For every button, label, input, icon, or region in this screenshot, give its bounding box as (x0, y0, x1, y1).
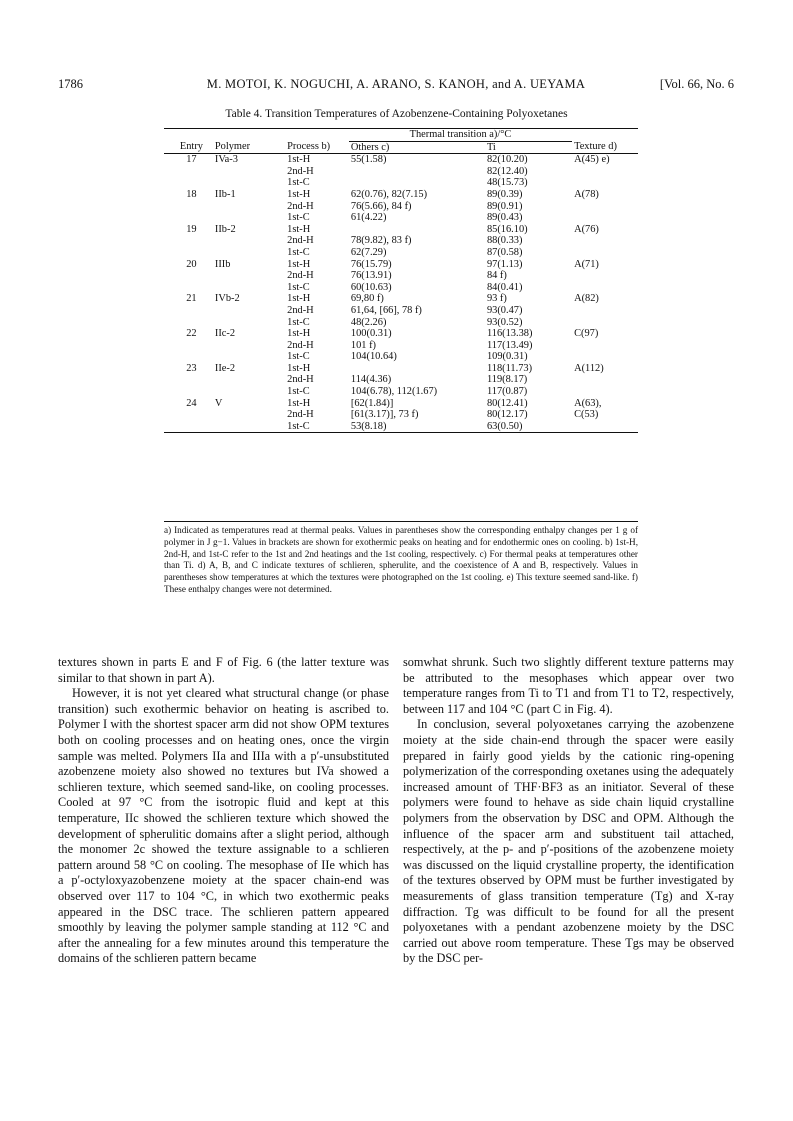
cell-texture (572, 305, 638, 317)
cell-entry: 18 (186, 188, 197, 200)
cell-process: 1st-H (287, 362, 311, 374)
cell-ti: 87(0.58) (486, 246, 523, 258)
cell-ti: 119(8.17) (486, 374, 528, 386)
table-row (164, 235, 638, 247)
cell-polymer (213, 421, 285, 433)
col-header-others: Others c) (350, 141, 390, 153)
cell-others: [62(1.84)] (350, 397, 394, 409)
cell-polymer: IIb-2 (214, 223, 236, 235)
cell-process: 2nd-H (287, 339, 314, 351)
cell-polymer (213, 247, 285, 259)
cell-entry: 17 (186, 154, 197, 166)
cell-texture (572, 282, 638, 294)
cell-process: 1st-C (287, 316, 310, 328)
cell-texture (572, 374, 638, 386)
cell-process: 1st-C (287, 386, 310, 398)
cell-texture (572, 177, 638, 189)
table-row (164, 421, 638, 433)
cell-polymer: V (214, 397, 223, 409)
paragraph: However, it is not yet cleared what structural change (or phase transition) such exothermic behavior on heating is ascribed to. Polymer I with the shortest spacer arm did not show OPM textures both on cooling processes and on heating ones, once the virgin sample was melted. Polymers IIa and IIIa with a p′-unsubstituted azobenzene moiety also showed no textures but IVa showed a schlieren texture, which seemed sand-like, on cooling processes. Cooled at 97 °C from the isotropic fluid and kept at this temperature, IIc showed the schlieren texture which showed the development of spherulitic domains after a slight period, although the monomer 2c showed the texture assignable to a schlieren pattern around 58 °C on cooling. The mesophase of IIe which has a p′-octyloxyazobenzene moiety at the spacer chain-end was observed over 117 to 104 °C, in which two exothermic peaks appeared in the DSC trace. The schlieren pattern appeared smoothly by leaving the polymer sample standing at 112 °C and after the annealing for a few minutes around this temperature the domains of the schlieren pattern became (58, 686, 389, 966)
cell-texture: C(53) (574, 409, 599, 421)
cell-texture: A(76) (574, 223, 599, 235)
cell-texture: C(97) (574, 328, 599, 340)
col-header-ti: Ti (486, 141, 496, 153)
cell-texture (572, 386, 638, 398)
cell-polymer (213, 386, 285, 398)
footnote-rule (164, 521, 638, 522)
footnote-text: a) Indicated as temperatures read at thermal peaks. Values in parentheses show the corresponding enthalpy changes per 1 g of polymer in J g−1. Values in brackets are shown for exothermic peaks on heating and for endothermic ones on cooling. b) 1st-H, 2nd-H, and 1st-C refer to the 1st and 2nd heatings and the 1st cooling, respectively. c) For thermal peaks at temperatures other than Ti. d) A, B, and C indicate textures of schlieren, spherulite, and the coexistence of A and B, respectively. Values in parentheses show temperatures at which the textures were photographed on the 1st cooling. e) This texture seemed sand-like. f) These enthalpy changes were not determined. (164, 525, 638, 594)
body-column-left (58, 655, 389, 967)
cell-entry (164, 270, 213, 282)
col-header-process: Process b) (287, 141, 331, 153)
cell-polymer (213, 201, 285, 213)
cell-polymer (213, 351, 285, 363)
cell-texture (572, 270, 638, 282)
cell-others (349, 166, 485, 178)
cell-process: 2nd-H (287, 304, 314, 316)
table-row (164, 374, 638, 386)
cell-others: [61(3.17)], 73 f) (350, 409, 419, 421)
cell-entry (164, 166, 213, 178)
table-row (164, 340, 638, 352)
cell-others: 69,80 f) (350, 293, 384, 305)
cell-ti: 89(0.39) (486, 188, 523, 200)
running-header (58, 77, 734, 95)
cell-entry: 19 (186, 223, 197, 235)
cell-polymer (213, 340, 285, 352)
cell-texture (572, 247, 638, 259)
table-row (164, 386, 638, 398)
cell-texture (572, 351, 638, 363)
cell-others: 55(1.58) (350, 154, 387, 166)
cell-process: 2nd-H (287, 270, 314, 282)
cell-entry (164, 409, 213, 421)
cell-texture: A(71) (574, 258, 599, 270)
table-row (164, 166, 638, 178)
cell-polymer (213, 282, 285, 294)
cell-entry (164, 305, 213, 317)
cell-texture: A(82) (574, 293, 599, 305)
cell-entry (164, 177, 213, 189)
cell-texture: A(112) (574, 362, 604, 374)
cell-entry (164, 351, 213, 363)
cell-process: 1st-H (287, 397, 311, 409)
cell-others: 61(4.22) (350, 212, 387, 224)
cell-others: 76(15.79) (350, 258, 392, 270)
cell-ti: 85(16.10) (486, 223, 528, 235)
cell-others: 61,64, [66], 78 f) (350, 304, 422, 316)
cell-entry (164, 374, 213, 386)
cell-ti: 63(0.50) (486, 420, 523, 432)
table-row (164, 398, 638, 410)
paragraph: somwhat shrunk. Such two slightly different texture patterns may be attributed to the mesophases which appear over two temperature ranges from Ti to T1 and from T1 to T2, respectively, between 117 and 104 °C (part C in Fig. 4). (403, 655, 734, 716)
table-row (164, 363, 638, 375)
table-row (164, 328, 638, 340)
cell-polymer (213, 305, 285, 317)
cell-entry (164, 282, 213, 294)
cell-polymer (213, 409, 285, 421)
cell-ti: 80(12.17) (486, 409, 528, 421)
table-row (164, 270, 638, 282)
table-row (164, 189, 638, 201)
cell-entry (164, 386, 213, 398)
body-column-right (403, 655, 734, 967)
paragraph: In conclusion, several polyoxetanes carrying the azobenzene moiety at the side chain-end through the spacer were easily prepared in fairly good yields by the cationic ring-opening polymerization of the corresponding oxetanes using the adequately increased amount of THF·BF3 as an initiator. Several of these polymers were found to hehave as side chain liquid crystalline polymers from the observation by DSC and OPM. Although the influence of the spacer arm and substituent tail attached, respectively, at the p- and p′-positions of the azobenzene moiety was discussed on the liquid crystalline property, the identification of the textures observed by OPM must be further investigated by measurements of glass transition temperature (Tg) and X-ray diffraction. Tg was difficult to be found for all the present polyoxetanes with a pendant azobenzene moiety by the DSC carried out above room temperature. These Tgs may be observed by the DSC per- (403, 717, 734, 966)
table-caption: Table 4. Transition Temperatures of Azobenzene-Containing Polyoxetanes (225, 108, 568, 120)
cell-ti: 84(0.41) (486, 281, 523, 293)
cell-others: 104(6.78), 112(1.67) (350, 386, 438, 398)
col-header-entry: Entry (179, 141, 203, 153)
cell-polymer (213, 177, 285, 189)
cell-ti: 117(13.49) (486, 339, 533, 351)
cell-polymer (213, 212, 285, 224)
cell-polymer: IIb-1 (214, 188, 236, 200)
cell-process: 1st-H (287, 188, 311, 200)
author-line: M. MOTOI, K. NOGUCHI, A. ARANO, S. KANOH, and A. UEYAMA (206, 77, 586, 91)
cell-entry: 24 (186, 397, 197, 409)
cell-process: 1st-C (287, 281, 310, 293)
cell-others: 114(4.36) (350, 374, 392, 386)
cell-entry (164, 421, 213, 433)
cell-ti: 97(1.13) (486, 258, 523, 270)
cell-polymer: IVb-2 (214, 293, 240, 305)
page-number: 1786 (58, 77, 83, 91)
cell-others: 53(8.18) (350, 420, 387, 432)
cell-polymer: IIc-2 (214, 328, 236, 340)
transition-temperature-table (164, 128, 638, 433)
cell-polymer: IVa-3 (214, 154, 238, 166)
cell-ti: 93 f) (486, 293, 507, 305)
table-row (164, 154, 638, 166)
cell-entry (164, 212, 213, 224)
cell-polymer (213, 317, 285, 329)
col-header-polymer: Polymer (214, 141, 251, 153)
table-row (164, 282, 638, 294)
table-row (164, 317, 638, 329)
table-row (164, 351, 638, 363)
cell-others: 76(13.91) (350, 270, 392, 282)
cell-ti: 117(0.87) (486, 386, 528, 398)
cell-texture (572, 166, 638, 178)
table-row (164, 224, 638, 236)
cell-process: 1st-C (287, 351, 310, 363)
cell-entry: 21 (186, 293, 197, 305)
cell-texture (572, 212, 638, 224)
cell-ti: 93(0.47) (486, 304, 523, 316)
cell-ti: 88(0.33) (486, 235, 523, 247)
cell-entry (164, 247, 213, 259)
cell-polymer (213, 166, 285, 178)
cell-others (349, 224, 485, 236)
table-row (164, 201, 638, 213)
table-row (164, 177, 638, 189)
cell-others: 100(0.31) (350, 328, 392, 340)
cell-others: 78(9.82), 83 f) (350, 235, 412, 247)
table-row (164, 259, 638, 271)
cell-ti: 118(11.73) (486, 362, 533, 374)
cell-entry: 23 (186, 362, 197, 374)
cell-ti: 82(10.20) (486, 154, 528, 166)
cell-others: 60(10.63) (350, 281, 392, 293)
table-row (164, 212, 638, 224)
cell-process: 2nd-H (287, 200, 314, 212)
cell-ti: 82(12.40) (486, 165, 528, 177)
cell-others: 101 f) (350, 339, 377, 351)
thermal-transition-header: Thermal transition a)/°C (349, 129, 572, 142)
cell-entry: 20 (186, 258, 197, 270)
cell-ti: 93(0.52) (486, 316, 523, 328)
cell-ti: 89(0.43) (486, 212, 523, 224)
cell-texture: A(78) (574, 188, 599, 200)
cell-process: 1st-C (287, 212, 310, 224)
volume-info: [Vol. 66, No. 6 (659, 77, 734, 91)
cell-polymer: IIIb (214, 258, 231, 270)
cell-process: 1st-H (287, 328, 311, 340)
cell-entry: 22 (186, 328, 197, 340)
cell-entry (164, 317, 213, 329)
cell-texture (572, 201, 638, 213)
cell-polymer (213, 235, 285, 247)
cell-texture: A(45) e) (574, 154, 610, 166)
cell-texture (572, 235, 638, 247)
cell-process: 1st-H (287, 223, 311, 235)
cell-ti: 48(15.73) (486, 177, 528, 189)
cell-process: 1st-H (287, 258, 311, 270)
cell-polymer (213, 270, 285, 282)
cell-process: 2nd-H (287, 374, 314, 386)
cell-process: 1st-H (287, 293, 311, 305)
table-row (164, 247, 638, 259)
cell-polymer: IIe-2 (214, 362, 236, 374)
cell-entry (164, 201, 213, 213)
cell-process: 2nd-H (287, 165, 314, 177)
cell-others: 62(0.76), 82(7.15) (350, 188, 428, 200)
cell-entry (164, 235, 213, 247)
cell-ti: 84 f) (486, 270, 507, 282)
table-body (164, 154, 638, 433)
paragraph: textures shown in parts E and F of Fig. 6 (the latter texture was similar to that shown in part A). (58, 655, 389, 685)
cell-others (349, 177, 485, 189)
cell-texture: A(63), (574, 397, 602, 409)
cell-ti: 109(0.31) (486, 351, 528, 363)
table-row (164, 305, 638, 317)
cell-texture (572, 340, 638, 352)
cell-others: 76(5.66), 84 f) (350, 200, 412, 212)
table-footnotes (164, 521, 638, 596)
cell-ti: 116(13.38) (486, 328, 533, 340)
cell-process: 1st-C (287, 246, 310, 258)
cell-process: 2nd-H (287, 235, 314, 247)
cell-process: 1st-C (287, 177, 310, 189)
cell-process: 2nd-H (287, 409, 314, 421)
table-row (164, 293, 638, 305)
cell-ti: 89(0.91) (486, 200, 523, 212)
cell-process: 1st-C (287, 420, 310, 432)
cell-others: 62(7.29) (350, 246, 387, 258)
cell-entry (164, 340, 213, 352)
cell-others: 104(10.64) (350, 351, 397, 363)
cell-ti: 80(12.41) (486, 397, 528, 409)
cell-texture (572, 421, 638, 433)
cell-polymer (213, 374, 285, 386)
col-header-texture: Texture d) (574, 141, 617, 153)
table-row (164, 409, 638, 421)
cell-process: 1st-H (287, 154, 311, 166)
cell-texture (572, 317, 638, 329)
cell-others (349, 363, 485, 375)
cell-others: 48(2.26) (350, 316, 387, 328)
